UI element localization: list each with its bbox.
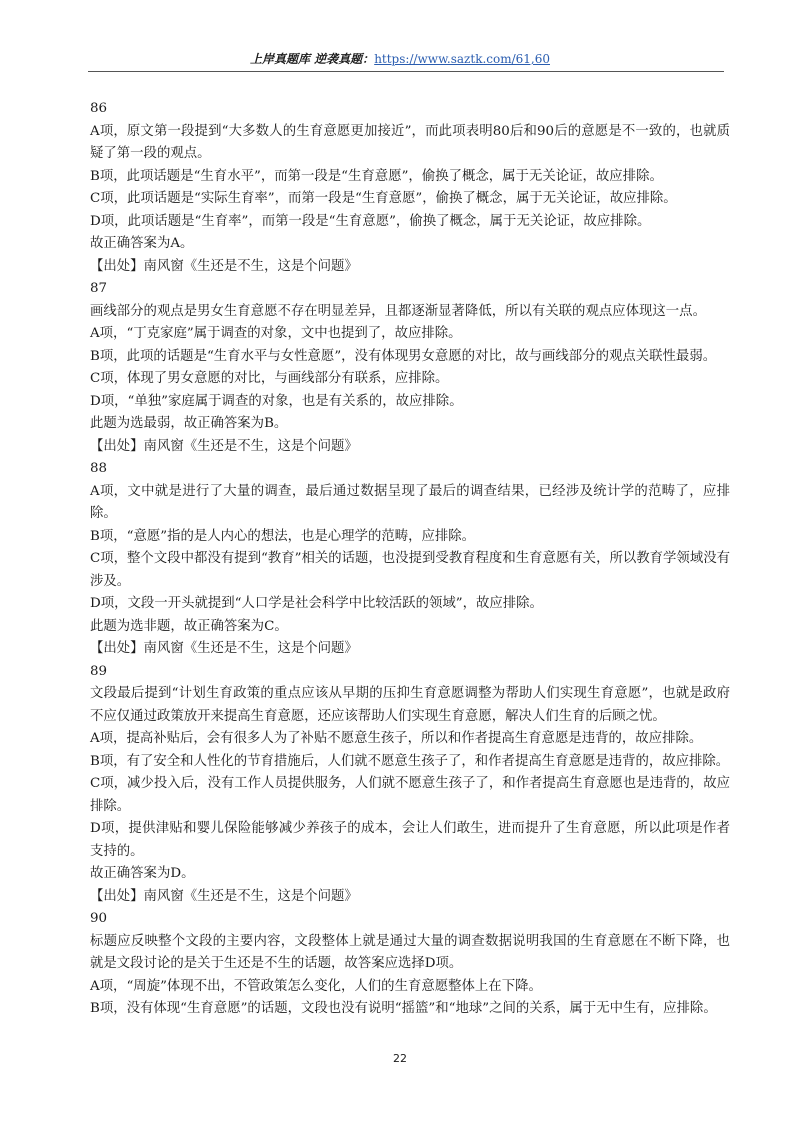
question-number: 88 — [90, 461, 108, 476]
text-line: 文段最后提到“计划生育政策的重点应该从早期的压抑生育意愿调整为帮助人们实现生育意愿”，也就是政府不应仅通过政策放开来提高生育意愿，还应该帮助人们实现生育意愿，解决人们生育的后顾之忧。 — [90, 686, 730, 724]
header-divider — [88, 71, 724, 72]
text-line: C项，整个文段中都没有提到“教育”相关的话题，也没提到受教育程度和生育意愿有关，所以教育学领域没有涉及。 — [90, 551, 730, 589]
text-line: C项，减少投入后，没有工作人员提供服务，人们就不愿意生孩子了，和作者提高生育意愿也是违背的，故应排除。 — [90, 776, 730, 814]
header-link[interactable]: https://www.saztk.com/61,60 — [374, 52, 550, 66]
question-number: 90 — [90, 911, 108, 926]
text-line: 【出处】南风窗《生还是不生，这是个问题》 — [90, 641, 358, 656]
text-line: A项，原文第一段提到“大多数人的生育意愿更加接近”，而此项表明80后和90后的意愿是不一致的，也就质疑了第一段的观点。 — [90, 123, 730, 161]
header-label: 上岸真题库 逆袭真题： — [250, 52, 375, 66]
text-line: C项，体现了男女意愿的对比，与画线部分有联系，应排除。 — [90, 371, 449, 386]
question-number: 89 — [90, 663, 108, 679]
text-line: D项，“单独”家庭属于调查的对象，也是有关系的，故应排除。 — [90, 393, 463, 409]
text-line: D项，此项话题是“生育率”，而第一段是“生育意愿”，偷换了概念，属于无关论证，故应排除。 — [90, 213, 651, 229]
text-line: B项，没有体现“生育意愿”的话题，文段也没有说明“摇篮”和“地球”之间的关系，属于无中生有，应排除。 — [90, 1001, 717, 1016]
text-line: 【出处】南风窗《生还是不生，这是个问题》 — [90, 438, 358, 454]
text-line: D项，提供津贴和婴儿保险能够减少养孩子的成本，会让人们敢生，进而提升了生育意愿，所以此项是作者支持的。 — [90, 821, 730, 859]
text-line: A项，“周旋”体现不出，不管政策怎么变化，人们的生育意愿整体上在下降。 — [90, 978, 542, 994]
text-line: A项，“丁克家庭”属于调查的对象，文中也提到了，故应排除。 — [90, 326, 462, 341]
page-number: 22 — [393, 1052, 407, 1065]
text-line: A项，提高补贴后，会有很多人为了补贴不愿意生孩子，所以和作者提高生育意愿是违背的，故应排除。 — [90, 731, 703, 746]
document-body — [90, 98, 730, 1021]
text-line: 标题应反映整个文段的主要内容，文段整体上就是通过大量的调查数据说明我国的生育意愿在不断下降，也就是文段讨论的是关于生还是不生的话题，故答案应选择D项。 — [90, 933, 730, 971]
text-line: 故正确答案为A。 — [90, 236, 194, 251]
text-line: B项，有了安全和人性化的节育措施后，人们就不愿意生孩子了，和作者提高生育意愿是违背的，故应排除。 — [90, 753, 730, 769]
question-number: 86 — [90, 101, 108, 116]
text-line: C项，此项话题是“实际生育率”，而第一段是“生育意愿”，偷换了概念，属于无关论证，故应排除。 — [90, 191, 677, 206]
text-line: 此题为选最弱，故正确答案为B。 — [90, 416, 288, 431]
text-line: 【出处】南风窗《生还是不生，这是个问题》 — [90, 258, 358, 274]
text-line: 【出处】南风窗《生还是不生，这是个问题》 — [90, 888, 358, 904]
question-number: 87 — [90, 281, 108, 296]
text-line: B项，此项的话题是“生育水平与女性意愿”，没有体现男女意愿的对比，故与画线部分的观点关联性最弱。 — [90, 348, 717, 364]
text-line: 画线部分的观点是男女生育意愿不存在明显差异，且都逐渐显著降低，所以有关联的观点应体现这一点。 — [90, 303, 706, 319]
text-line: B项，“意愿”指的是人内心的想法，也是心理学的范畴，应排除。 — [90, 528, 476, 544]
text-line: A项，文中就是进行了大量的调查，最后通过数据呈现了最后的调查结果，已经涉及统计学的范畴了，应排除。 — [90, 483, 730, 521]
text-line: 此题为选非题，故正确答案为C。 — [90, 618, 288, 634]
text-line: 故正确答案为D。 — [90, 866, 195, 881]
text-line: B项，此项话题是“生育水平”，而第一段是“生育意愿”，偷换了概念，属于无关论证，故应排除。 — [90, 168, 663, 184]
text-line: D项，文段一开头就提到“人口学是社会科学中比较活跃的领域”，故应排除。 — [90, 596, 543, 611]
page-header — [0, 51, 800, 67]
